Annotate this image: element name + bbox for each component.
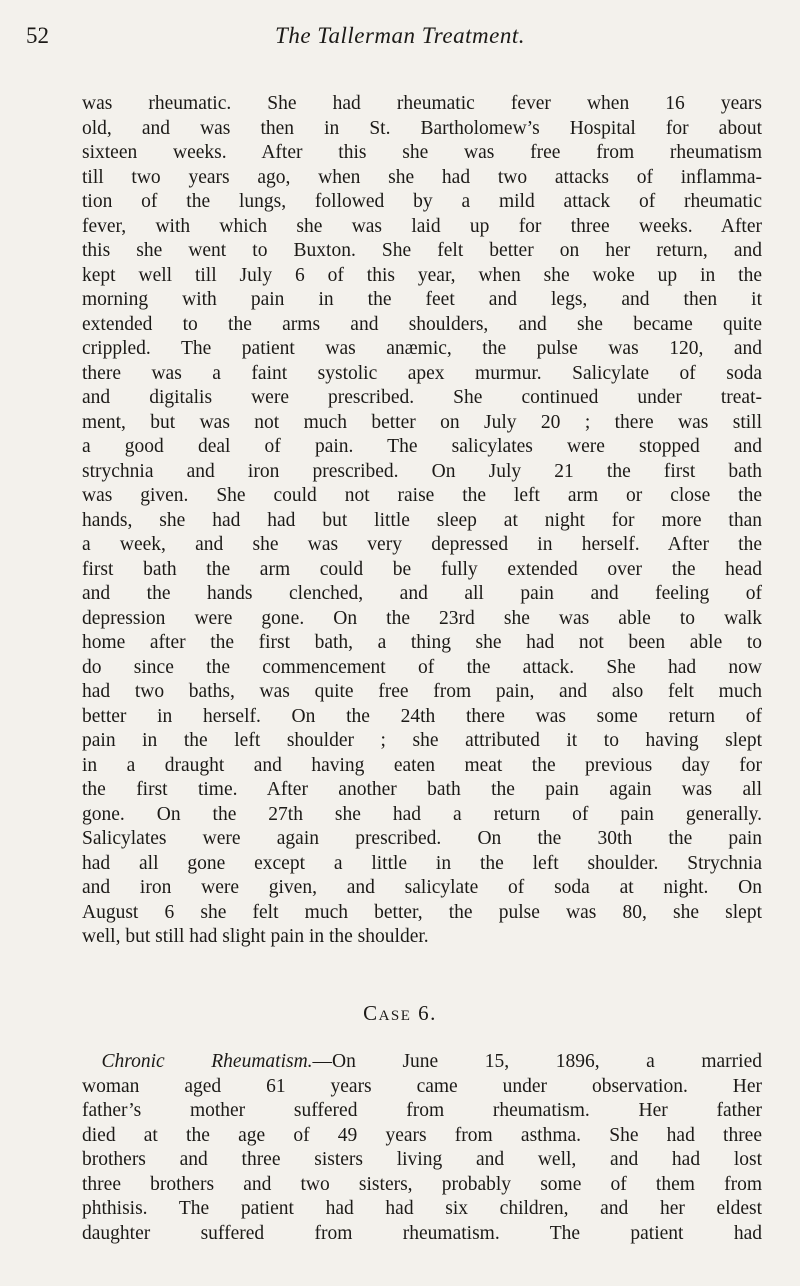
text-line: ment, but was not much better on July 20 ; there was still	[82, 411, 762, 433]
text-line: sixteen weeks. After this she was free from rheumatism	[82, 142, 762, 163]
text-line: father’s mother suffered from rheumatism. Her father	[82, 1100, 762, 1121]
text-line: August 6 she felt much better, the pulse was 80, she slept	[82, 901, 762, 923]
text-line: in a draught and having eaten meat the previous day for	[82, 754, 762, 776]
text-line: morning with pain in the feet and legs, and then it	[82, 289, 762, 310]
body-text	[82, 92, 762, 950]
text-line: first bath the arm could be fully extended over the head	[82, 558, 762, 580]
text-line: better in herself. On the 24th there was some return of	[82, 705, 762, 727]
text-line: gone. On the 27th she had a return of pain generally.	[82, 803, 762, 825]
text-line: had all gone except a little in the left shoulder. Strychnia	[82, 852, 762, 874]
text-line: the first time. After another bath the pain again was all	[82, 779, 762, 800]
text-line: died at the age of 49 years from asthma. She had three	[82, 1124, 762, 1146]
text-line: till two years ago, when she had two attacks of inflamma-	[82, 166, 762, 188]
text-line: phthisis. The patient had had six children, and her eldest	[82, 1198, 762, 1219]
text-line: this she went to Buxton. She felt better on her return, and	[82, 240, 762, 261]
text-line: had two baths, was quite free from pain, and also felt much	[82, 681, 762, 702]
text-line: woman aged 61 years came under observation. Her	[82, 1075, 762, 1097]
running-title: The Tallerman Treatment.	[275, 23, 525, 48]
text-line: brothers and three sisters living and well, and had lost	[82, 1149, 762, 1170]
text-line: a good deal of pain. The salicylates were stopped and	[82, 436, 762, 457]
text-line: pain in the left shoulder ; she attributed it to having slept	[82, 730, 762, 751]
case-intro: —On June 15, 1896, a married	[312, 1051, 762, 1072]
text-line: there was a faint systolic apex murmur. Salicylate of soda	[82, 362, 762, 384]
text-line: and iron were given, and salicylate of soda at night. On	[82, 877, 762, 898]
text-line: depression were gone. On the 23rd she was able to walk	[82, 607, 762, 629]
text-line: fever, with which she was laid up for three weeks. After	[82, 215, 762, 237]
text-line: daughter suffered from rheumatism. The patient had	[82, 1222, 762, 1244]
text-line: old, and was then in St. Bartholomew’s Hospital for about	[82, 117, 762, 139]
text-line: three brothers and two sisters, probably some of them from	[82, 1173, 762, 1195]
case-heading: Case 6.	[363, 1001, 437, 1025]
text-line: was given. She could not raise the left arm or close the	[82, 485, 762, 506]
text-line: Salicylates were again prescribed. On the 30th the pain	[82, 828, 762, 849]
case-text	[82, 1050, 762, 1246]
text-line: well, but still had slight pain in the shoulder.	[82, 926, 429, 947]
text-line: kept well till July 6 of this year, when she woke up in the	[82, 264, 762, 286]
text-line: was rheumatic. She had rheumatic fever when 16 years	[82, 93, 762, 114]
text-line: tion of the lungs, followed by a mild attack of rheumatic	[82, 191, 762, 212]
case-title: Chronic Rheumatism.	[101, 1051, 313, 1072]
text-line: crippled. The patient was anæmic, the pulse was 120, and	[82, 338, 762, 359]
text-line: and digitalis were prescribed. She continued under treat-	[82, 387, 762, 408]
text-line: a week, and she was very depressed in herself. After the	[82, 534, 762, 555]
text-line: home after the first bath, a thing she had not been able to	[82, 632, 762, 653]
text-line: hands, she had had but little sleep at night for more than	[82, 509, 762, 531]
text-line	[82, 1050, 762, 1075]
text-line: and the hands clenched, and all pain and feeling of	[82, 583, 762, 604]
text-line: strychnia and iron prescribed. On July 21 the first bath	[82, 460, 762, 482]
page-number: 52	[26, 23, 49, 48]
text-line: do since the commencement of the attack. She had now	[82, 656, 762, 678]
text-line: extended to the arms and shoulders, and she became quite	[82, 313, 762, 335]
